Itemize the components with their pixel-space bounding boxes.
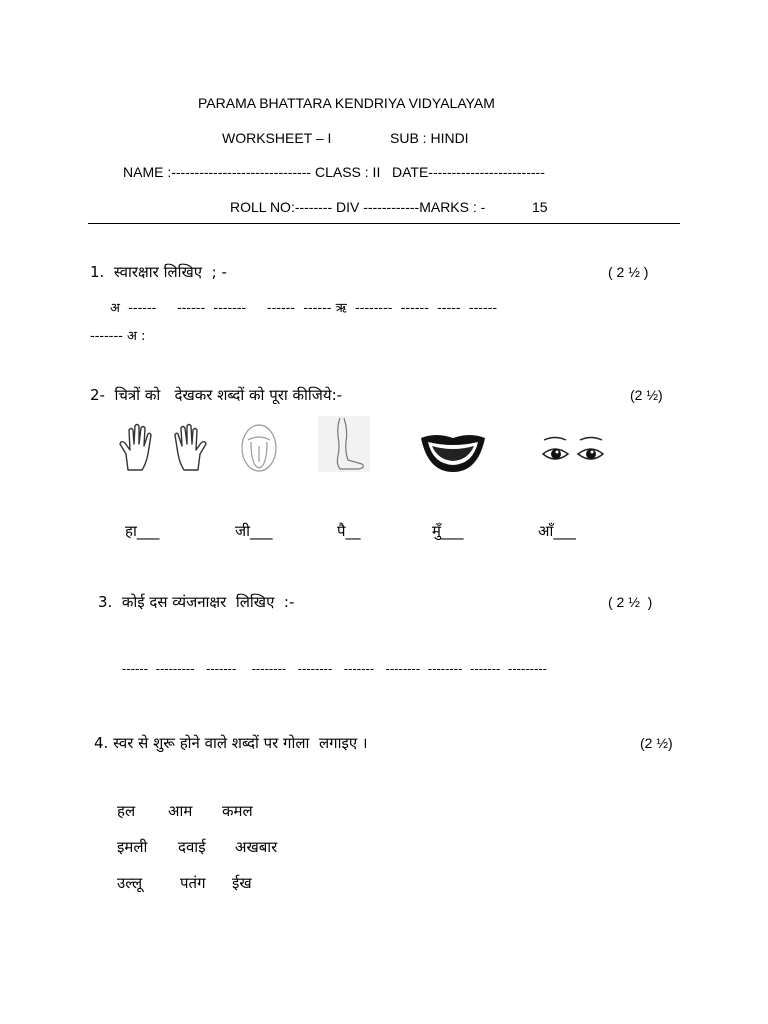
q1-marks: ( 2 ½ ) — [608, 264, 649, 280]
q1-title: 1. स्वारक्षार लिखिए ; - — [90, 263, 227, 281]
q2-marks: (2 ½) — [630, 387, 663, 403]
mouth-icon — [418, 430, 488, 474]
q4-word: कमल — [222, 802, 253, 820]
total-marks-value: 15 — [532, 199, 548, 215]
q4-word: उल्लू — [117, 874, 143, 892]
q2-word-mouth: मुँ___ — [432, 522, 464, 540]
q4-word: अखबार — [235, 838, 278, 856]
hands-icon — [118, 420, 208, 475]
q2-title: 2- चित्रों को देखकर शब्दों को पूरा कीजिये:- — [90, 386, 343, 404]
q1-blank-line-2: ------- अ : — [90, 329, 146, 344]
eyes-icon — [540, 434, 606, 470]
q3-title: 3. कोई दस व्यंजनाक्षर लिखिए :- — [98, 593, 295, 611]
tongue-icon — [238, 422, 280, 474]
q4-word: दवाई — [178, 838, 206, 856]
q4-word: पतंग — [180, 874, 206, 892]
q2-word-hands: हा___ — [125, 522, 160, 540]
q4-marks: (2 ½) — [640, 735, 673, 751]
worksheet-title: WORKSHEET – I — [222, 130, 332, 146]
q4-word: ईख — [232, 874, 252, 892]
roll-div-marks-line: ROLL NO:-------- DIV ------------MARKS : - — [230, 199, 486, 215]
q1-blank-line-1: अ ------ ------ ------- ------ ------ ऋ -------- ------ ----- ------ — [110, 301, 498, 316]
q4-word: हल — [117, 802, 136, 820]
q4-word: इमली — [117, 838, 148, 856]
subject-label: SUB : HINDI — [390, 130, 469, 146]
name-class-date-line: NAME :------------------------------ CLASS : II DATE------------------------- — [123, 164, 545, 180]
q4-word: आम — [168, 802, 193, 820]
header-divider — [88, 223, 680, 224]
q2-word-leg: पै__ — [337, 522, 361, 540]
q2-word-eyes: आँ___ — [538, 522, 576, 540]
q3-blank-line: ------ --------- ------- -------- -------- ------- -------- -------- ------- --------- — [122, 662, 547, 676]
q3-marks: ( 2 ½ ) — [608, 594, 653, 610]
leg-icon — [318, 416, 370, 472]
q4-title: 4. स्वर से शुरू होने वाले शब्दों पर गोला लगाइए । — [94, 734, 368, 752]
q2-word-tongue: जी___ — [235, 522, 273, 540]
school-name: PARAMA BHATTARA KENDRIYA VIDYALAYAM — [198, 95, 495, 111]
